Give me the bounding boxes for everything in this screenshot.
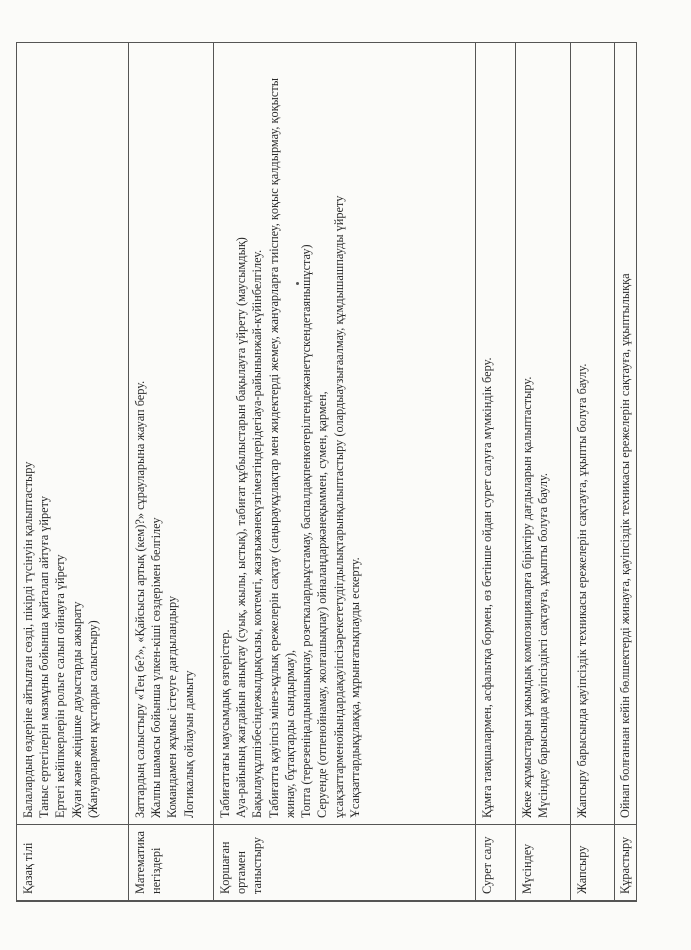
goal-line: Жеке жұмыстарын ұжымдық композицияларға біріктіру дағдыларын қалыптастыру. xyxy=(520,376,534,818)
goal-line: Таныс ертегілерін мазмұны бойынша қайталап айтуға үйрету xyxy=(37,496,52,818)
subject-cell: Жапсыру xyxy=(571,825,615,901)
goal-line: Табиғатта қауіпсіз мінез-құлық ережелерін сақтау (саңырауқұлақтар мен жидектерді жемеу, жануарларға тиіспеу, қоқыс қалдырмау, қоқысты жинау, бұтақтарды сындырмау), xyxy=(266,78,297,818)
goal-line: Ертегі кейіпкерлерін рольге салып ойнауға үйрету xyxy=(53,554,68,818)
goal-line: Табиғаттағы маусымдық өзгерістер. xyxy=(218,629,232,818)
goal-line: Ауа-райының жағдайын анықтау (суық, жылы, ыстық), табиғат құбылыстарын бақылауға үйрету (маусымдық) xyxy=(234,237,249,818)
goal-line: Жапсыру барысында қауіпсіздік техникасы ережелерін сақтауға, ұқыпты болуға баулу. xyxy=(575,363,589,818)
goal-line: Логикалық ойлауын дамыту xyxy=(181,670,196,818)
goal-line: Серуенде (отпенойнамау, жолғашықпау) ойналаңдаржәнеқыммен, сумен, қармен, ұсақзаттарменойындардақауіпсізәрекететудігдылықтарынқалыптастыру (олардыаузығаалмау, құмдышашпауды үйрету xyxy=(315,195,346,818)
goals-cell xyxy=(476,43,516,825)
goal-line: Балалардың өздеріне айтылған сөзді, пікірді түсінуін қалыптастыру xyxy=(21,461,35,818)
goal-line: Ойнап болғаннан кейін бөлшектерді жинауға, қауіпсіздік техникасы ережелерін сақтауға, ұқыптылыққа xyxy=(618,273,632,818)
blank-cell xyxy=(17,901,129,902)
goals-cell xyxy=(516,43,571,825)
table-row xyxy=(214,43,476,902)
subject-cell: Қазақ тілі xyxy=(17,825,129,901)
goal-line: Топта (терезеніңалдынашықпау, розеткалардыұстамау, баспалдақпенкөтерілгендежәнетүскендетаянышұстау) xyxy=(299,244,314,818)
goal-line: Жуан және жіңішке дауыстарды ажырату xyxy=(69,601,84,818)
goal-line: Бақылауқұлпізбесіндежылдықсызы, коктемгі, жазғыжәнекүзгімезгіндерідегіауа-райынынжай-күйінбелгілеу. xyxy=(250,249,265,818)
goals-cell xyxy=(615,43,637,825)
subject-cell: Сурет салу xyxy=(476,825,516,901)
goal-line: Құмға таяқшалармен, асфальтқа бормен, өз бетінше ойдан сурет салуға мүмкіндік беру. xyxy=(480,357,494,818)
table-row xyxy=(129,43,214,902)
goal-line: Жалпы шамасы бойынша үлкен-кіші сөздерімен белгілеу xyxy=(149,517,164,818)
goal-line: Ұсақзаттардықұлаққа, мұрынғатықпауды ескерту. xyxy=(347,557,362,818)
goals-cell xyxy=(571,43,615,825)
goal-line: Командамен жұмыс істеуге дағдыландыру xyxy=(165,595,180,818)
blank-cell xyxy=(129,901,214,902)
goals-cell xyxy=(17,43,129,825)
blank-cell xyxy=(516,901,571,902)
subject-cell: Мүсіндеу xyxy=(516,825,571,901)
table-row xyxy=(476,43,516,902)
goal-line: Заттардың салыстыру «Тең бе?», «Қайсысы артық (кем)?» сұрауларына жауап беру. xyxy=(133,380,147,818)
subject-cell: Қоршаған ортамен таныстыру xyxy=(214,825,476,901)
goals-cell xyxy=(214,43,476,825)
subject-cell: Құрастыру xyxy=(615,825,637,901)
table-row xyxy=(516,43,571,902)
blank-cell xyxy=(615,901,637,902)
subject-cell: Математика негіздері xyxy=(129,825,214,901)
blank-cell xyxy=(214,901,476,902)
table-row xyxy=(571,43,615,902)
blank-cell xyxy=(476,901,516,902)
blank-cell xyxy=(571,901,615,902)
goal-line: Мүсіндеу барысында қауіпсіздікті сақтауға, ұқыпты болуға баулу. xyxy=(536,473,551,818)
table-row xyxy=(615,43,637,902)
table-row xyxy=(17,43,129,902)
goal-line: (Жануарлармен құстарды салыстыру) xyxy=(85,620,100,818)
goals-cell xyxy=(129,43,214,825)
curriculum-table xyxy=(16,42,637,902)
